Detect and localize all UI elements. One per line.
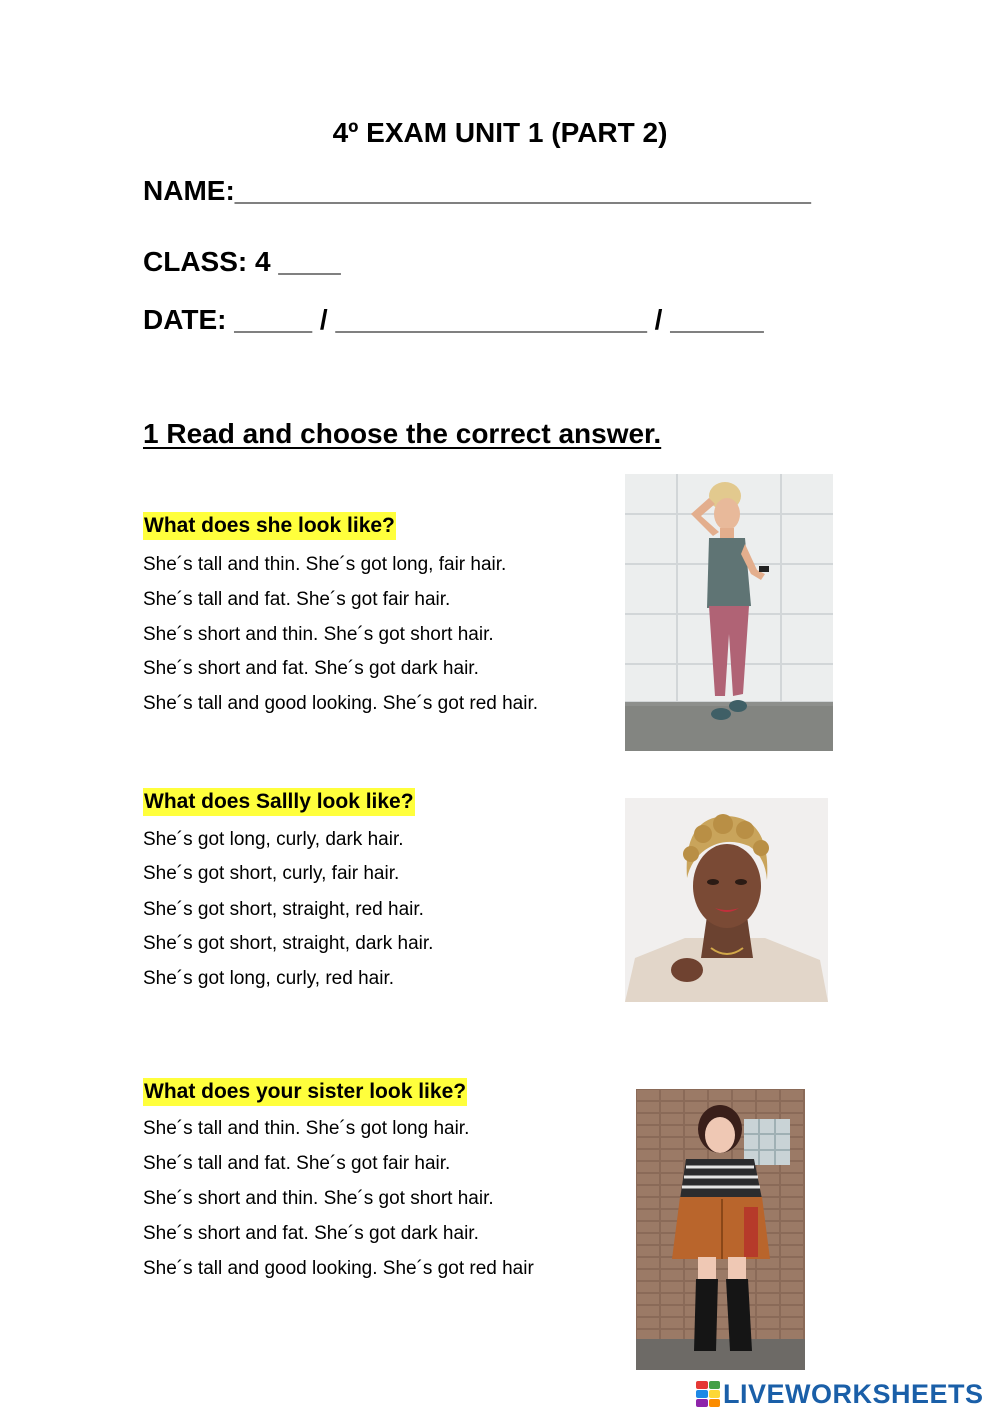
q3-option-1[interactable]: She´s tall and thin. She´s got long hair. [143, 1118, 470, 1139]
liveworksheets-logo [696, 1379, 984, 1409]
exercise-heading: 1 Read and choose the correct answer. [143, 418, 662, 449]
q2-option-4[interactable]: She´s got short, straight, dark hair. [143, 933, 434, 954]
date-field: DATE: _____ / ____________________ / ______ [143, 304, 764, 335]
q1-option-3[interactable]: She´s short and thin. She´s got short hair. [143, 624, 494, 645]
q2-option-3[interactable]: She´s got short, straight, red hair. [143, 899, 424, 920]
q1-option-2[interactable]: She´s tall and fat. She´s got fair hair. [143, 589, 451, 610]
q3-option-2[interactable]: She´s tall and fat. She´s got fair hair. [143, 1153, 451, 1174]
q3-option-3[interactable]: She´s short and thin. She´s got short hair. [143, 1188, 494, 1209]
question-3: What does your sister look like? [143, 1078, 467, 1106]
question-2: What does Sallly look like? [143, 788, 415, 816]
q2-option-1[interactable]: She´s got long, curly, dark hair. [143, 829, 404, 850]
q2-option-5[interactable]: She´s got long, curly, red hair. [143, 968, 394, 989]
q3-option-4[interactable]: She´s short and fat. She´s got dark hair. [143, 1223, 479, 1244]
question-1: What does she look like? [143, 512, 396, 540]
q2-option-2[interactable]: She´s got short, curly, fair hair. [143, 863, 400, 884]
photo-curly-hair-woman [625, 798, 828, 1002]
class-field: CLASS: 4 ____ [143, 246, 341, 277]
q1-option-4[interactable]: She´s short and fat. She´s got dark hair. [143, 658, 479, 679]
q3-option-5[interactable]: She´s tall and good looking. She´s got red hair [143, 1258, 534, 1279]
liveworksheets-text: LIVEWORKSHEETS [723, 1378, 984, 1409]
q1-option-1[interactable]: She´s tall and thin. She´s got long, fair hair. [143, 554, 507, 575]
name-field: NAME:_____________________________________ [143, 175, 811, 206]
liveworksheets-logo-icon [696, 1381, 720, 1407]
photo-tall-woman [625, 474, 833, 751]
page-title: 4º EXAM UNIT 1 (PART 2) [332, 117, 668, 148]
q1-option-5[interactable]: She´s tall and good looking. She´s got red hair. [143, 693, 539, 714]
photo-brick-wall-woman [636, 1089, 805, 1370]
